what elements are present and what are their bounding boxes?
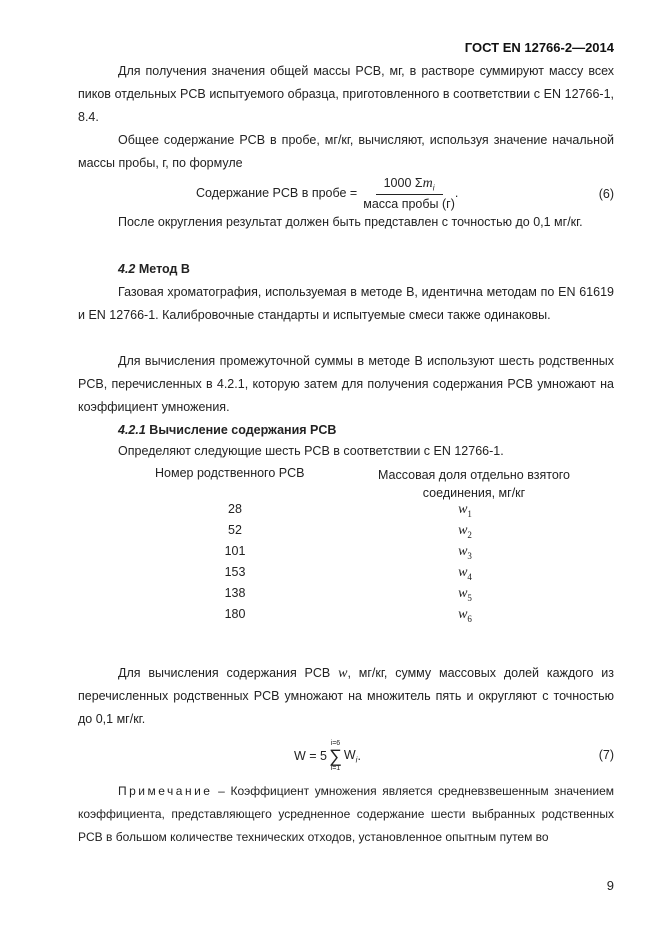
note-paragraph (78, 780, 614, 849)
table-cell-fraction: $w_6$ (458, 607, 472, 624)
table-header-pcb-number: Номер родственного PCB (155, 466, 305, 480)
formula-6 (196, 176, 458, 211)
table-cell-fraction: $w_2$ (458, 523, 472, 540)
paragraph-intermediate-sum (78, 350, 614, 419)
formula-6-number: (6) (598, 187, 614, 201)
paragraph-text: Общее содержание PCB в пробе, мг/кг, вычисляют, используя значение начальной массы пробы, г, по формуле (78, 133, 614, 170)
section-title: Вычисление содержания PCB (149, 423, 337, 437)
table-cell-fraction: $w_4$ (458, 565, 472, 582)
table-cell-fraction: $w_1$ (458, 502, 472, 519)
table-cell-fraction: $w_5$ (458, 586, 472, 603)
formula-denominator: масса пробы (г) (363, 196, 455, 211)
note-text: – Коэффициент умножения является средневзвешенным значением коэффициента, представляющего усредненное содержание шести выбранных родственных PCB в большом количестве технических отходов, установленное опытным путем во (78, 784, 614, 844)
table-cell-pcb: 28 (228, 502, 242, 516)
formula-7 (294, 740, 361, 772)
formula-lhs: Содержание PCB в пробе = (196, 186, 358, 201)
section-heading-4-2-1 (118, 423, 336, 437)
paragraph-gc-method (78, 281, 614, 327)
paragraph-rounding (78, 211, 614, 234)
paragraph-determine: Определяют следующие шесть PCB в соответствии с EN 12766-1. (118, 444, 504, 458)
table-cell-pcb: 101 (224, 544, 246, 558)
table-header-mass-fraction: Массовая доля отдельно взятого соединения, мг/кг (377, 468, 571, 500)
formula-trail: . (357, 749, 361, 763)
section-heading-4-2 (118, 262, 190, 276)
paragraph-content-calc: Для вычисления содержания PCB w, мг/кг, сумму массовых долей каждого из перечисленных родственных PCB умножают на множитель пять и округляют с точностью до 0,1 мг/кг. (78, 666, 614, 726)
table-cell-pcb: 153 (224, 565, 246, 579)
section-number: 4.2 (118, 262, 136, 276)
paragraph-text: Для вычисления промежуточной суммы в методе B используют шесть родственных PCB, перечисленных в 4.2.1, которую затем для получения содержания PCB умножают на коэффициент умножения. (78, 354, 614, 414)
section-number: 4.2.1 (118, 423, 146, 437)
formula-fraction (363, 176, 455, 211)
table-cell-pcb: 52 (228, 523, 242, 537)
paragraph-total-mass (78, 60, 614, 129)
formula-term: $W_i$ (343, 747, 358, 765)
paragraph-total-content (78, 129, 614, 175)
sum-operator: i=6 ∑ i=1 (329, 740, 342, 772)
table-cell-pcb: 180 (224, 607, 246, 621)
table-cell-fraction: $w_3$ (458, 544, 472, 561)
page-number: 9 (606, 878, 614, 893)
table-cell-pcb: 138 (224, 586, 246, 600)
formula-trail: . (454, 186, 459, 201)
section-title: Метод B (138, 262, 190, 276)
note-label: Примечание (118, 784, 213, 798)
formula-lhs: W = 5 (294, 749, 327, 763)
paragraph-text: Газовая хроматография, используемая в методе B, идентична методам по EN 61619 и EN 12766-1. Калибровочные стандарты и испытуемые смеси также одинаковы. (78, 285, 614, 322)
variable-w: w (338, 666, 348, 681)
formula-numerator: 1000 $\Sigma m_i$ (376, 176, 443, 195)
paragraph-text: После округления результат должен быть представлен с точностью до 0,1 мг/кг. (118, 215, 583, 229)
document-header: ГОСТ EN 12766-2—2014 (464, 40, 614, 55)
paragraph-text: Для получения значения общей массы PCB, мг, в растворе суммируют массу всех пиков отдельных PCB испытуемого образца, приготовленного в соответствии с EN 12766-1, 8.4. (78, 64, 614, 124)
formula-7-number: (7) (598, 748, 614, 762)
